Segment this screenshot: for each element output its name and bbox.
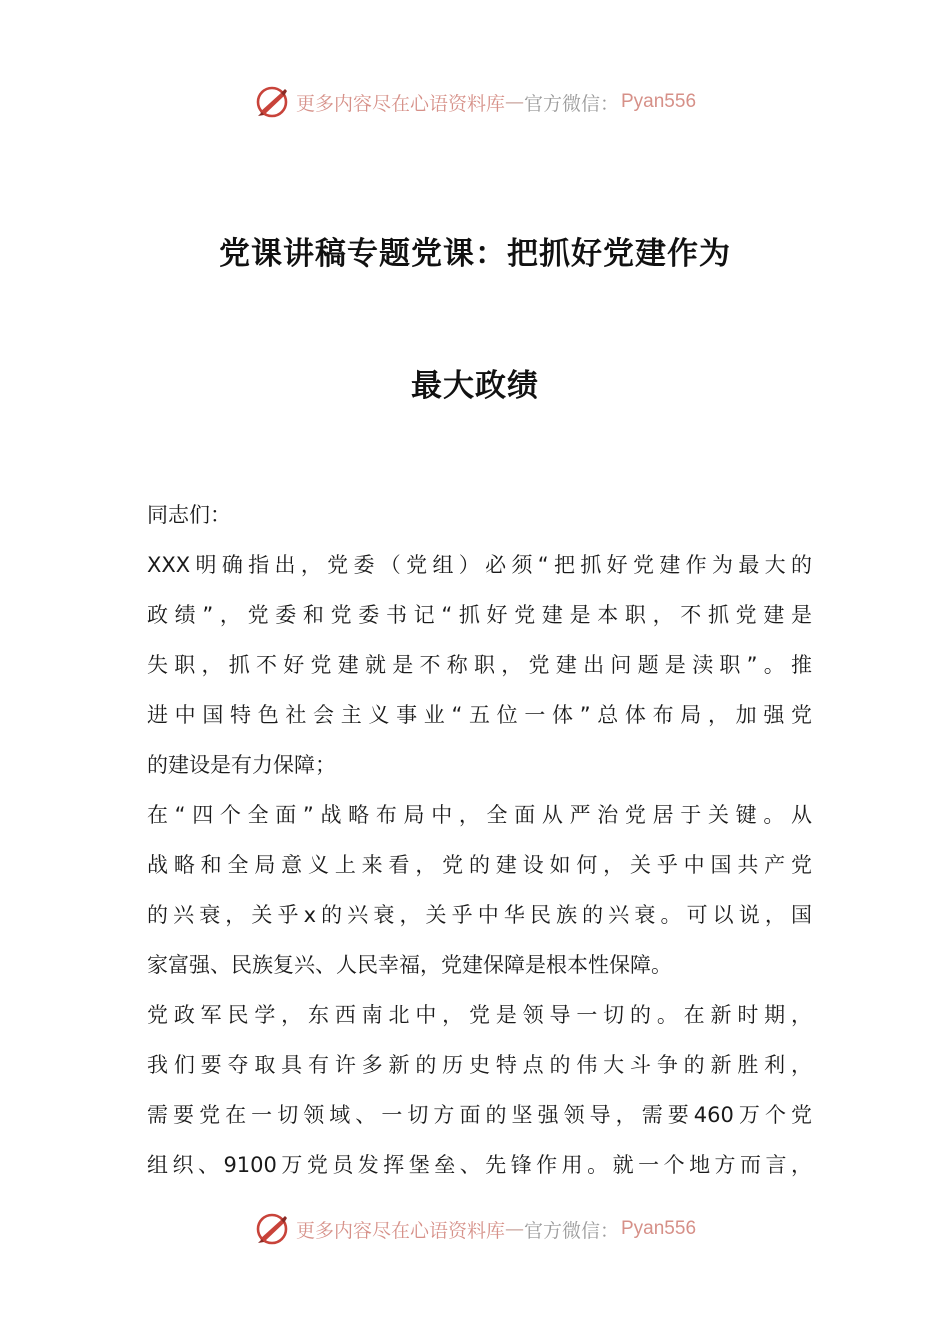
document-title-line-1: 党课讲稿专题党课：把抓好党建作为 xyxy=(219,236,731,272)
body-line: 政绩”，党委和党委书记“抓好党建是本职，不抓党建是 xyxy=(147,603,812,627)
pen-logo-icon xyxy=(254,1211,290,1247)
body-line: 的建设是有力保障； xyxy=(147,753,336,777)
body-line: 失职，抓不好党建就是不称职，党建出问题是渎职”。推 xyxy=(147,653,812,677)
watermark-text: 更多内容尽在心语资料库 xyxy=(295,1219,505,1242)
body-line: 党政军民学，东西南北中，党是领导一切的。在新时期， xyxy=(147,1003,812,1027)
body-line: 在“四个全面”战略布局中，全面从严治党居于关键。从 xyxy=(147,803,812,827)
document-title-line-2: 最大政绩 xyxy=(411,368,539,404)
watermark-separator: — xyxy=(504,91,524,113)
body-line: 的兴衰，关乎x的兴衰，关乎中华民族的兴衰。可以说，国 xyxy=(147,903,812,927)
body-line: XXX明确指出，党委（党组）必须“把抓好党建作为最大的 xyxy=(147,553,812,577)
watermark-wechat-label: 官方微信： xyxy=(523,92,619,115)
watermark-wechat-id: Pyan556 xyxy=(621,91,697,112)
body-line: 同志们： xyxy=(147,503,231,527)
watermark-wechat-id: Pyan556 xyxy=(621,1218,697,1239)
body-line: 家富强、民族复兴、人民幸福，党建保障是根本性保障。 xyxy=(147,953,672,977)
body-line: 我们要夺取具有许多新的历史特点的伟大斗争的新胜利， xyxy=(147,1053,812,1077)
body-line: 需要党在一切领域、一切方面的坚强领导，需要460万个党 xyxy=(147,1103,812,1127)
body-line: 组织、9100万党员发挥堡垒、先锋作用。就一个地方而言， xyxy=(147,1153,812,1177)
watermark-wechat-label: 官方微信： xyxy=(523,1219,619,1242)
document-body xyxy=(147,490,812,1190)
watermark-separator: — xyxy=(504,1218,524,1240)
watermark-text: 更多内容尽在心语资料库 xyxy=(295,92,505,115)
watermark-banner-top xyxy=(0,82,950,122)
watermark-banner-bottom xyxy=(0,1209,950,1249)
pen-logo-icon xyxy=(254,84,290,120)
body-line: 战略和全局意义上来看，党的建设如何，关乎中国共产党 xyxy=(147,853,812,877)
body-line: 进中国特色社会主义事业“五位一体”总体布局，加强党 xyxy=(147,703,812,727)
